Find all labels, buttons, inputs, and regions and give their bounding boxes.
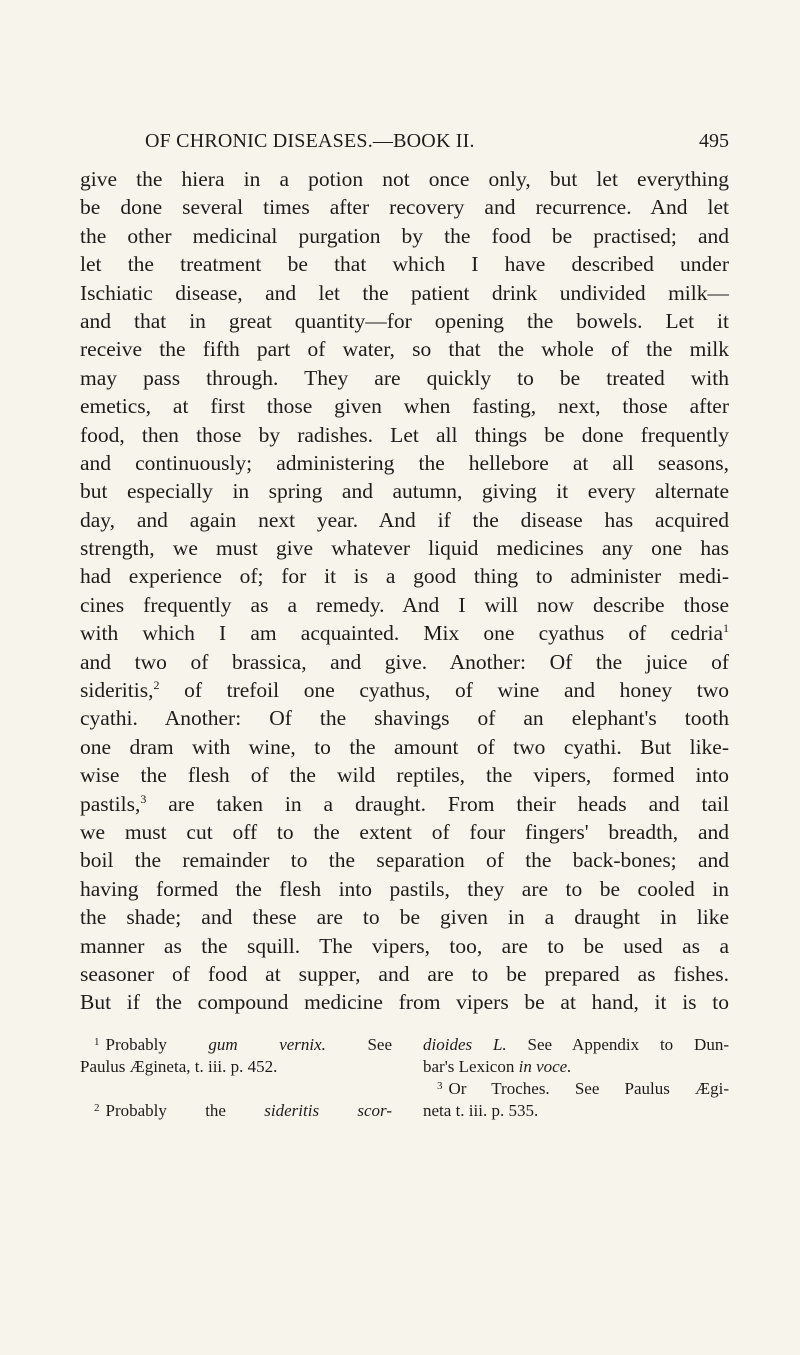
text-line: and two of brassica, and give. Another: Of the juice of [80, 649, 729, 674]
text-line: cyathi. Another: Of the shavings of an elephant's tooth [80, 706, 729, 731]
footnote-ref-1: 1 [723, 621, 729, 636]
footnote-1 [80, 1034, 392, 1056]
text-line: had experience of; for it is a good thing to administer medi- [80, 564, 729, 589]
footnote-text: Probably the [105, 1101, 265, 1120]
text-line: the other medicinal purgation by the food be practised; and [80, 223, 729, 248]
footnote-3 [423, 1078, 729, 1100]
footnote-marker: 2 [94, 1102, 100, 1114]
text-line [80, 619, 729, 647]
footnote-column-left [80, 1034, 392, 1122]
footnote-text: Probably [105, 1035, 209, 1054]
text-line: may pass through. They are quickly to be treated with [80, 365, 729, 390]
text-line: and continuously; administering the hellebore at all seasons, [80, 450, 729, 475]
footnote-column-right [423, 1034, 729, 1122]
footnote-marker: 1 [94, 1036, 100, 1048]
footnote-2-cont [423, 1034, 729, 1056]
text-line: strength, we must give whatever liquid medicines any one has [80, 536, 729, 561]
text-line: having formed the flesh into pastils, they are to be cooled in [80, 876, 729, 901]
running-head: OF CHRONIC DISEASES.—BOOK II. [145, 130, 475, 152]
text-line: and that in great quantity—for opening the bowels. Let it [80, 308, 729, 333]
footnote-italic: gum vernix. [208, 1035, 326, 1054]
text-line: food, then those by radishes. Let all things be done frequently [80, 422, 729, 447]
footnote-ref-3: 3 [140, 791, 147, 806]
line-text: pastils, [80, 791, 141, 816]
footnote-text: See [325, 1035, 392, 1054]
line-text: of trefoil one cyathus, of wine and honey two [159, 678, 729, 703]
footnote-1-cont: Paulus Ægineta, t. iii. p. 452. [80, 1057, 278, 1076]
text-line: receive the fifth part of water, so that the whole of the milk [80, 337, 729, 362]
text-line [80, 676, 729, 704]
footnote-ref-2: 2 [153, 678, 160, 693]
page-header [145, 130, 729, 156]
line-text: are taken in a draught. From their heads and tail [146, 791, 729, 816]
text-line [80, 790, 729, 818]
footnote-italic: in voce. [518, 1057, 572, 1076]
text-line: But if the compound medicine from vipers be at hand, it is to [80, 990, 729, 1015]
footnote-italic: dioides L. [423, 1035, 507, 1054]
text-line: wise the flesh of the wild reptiles, the vipers, formed into [80, 763, 729, 788]
footnote-3-cont: neta t. iii. p. 535. [423, 1101, 539, 1120]
footnote-text: bar's Lexicon [423, 1057, 519, 1076]
body-text [80, 165, 729, 1017]
footnote-italic: sideritis scor- [264, 1101, 392, 1120]
text-line: let the treatment be that which I have described under [80, 252, 729, 277]
text-line: emetics, at first those given when fasting, next, those after [80, 394, 729, 419]
text-line: boil the remainder to the separation of the back-bones; and [80, 848, 729, 873]
text-line: manner as the squill. The vipers, too, are to be used as a [80, 933, 729, 958]
text-line: seasoner of food at supper, and are to be prepared as fishes. [80, 961, 729, 986]
text-line: cines frequently as a remedy. And I will now describe those [80, 592, 729, 617]
text-line: be done several times after recovery and recurrence. And let [80, 195, 729, 220]
text-line: but especially in spring and autumn, giving it every alternate [80, 479, 729, 504]
text-line: the shade; and these are to be given in a draught in like [80, 905, 729, 930]
footnote-2 [80, 1100, 392, 1122]
text-line: day, and again next year. And if the disease has acquired [80, 507, 729, 532]
footnote-text: Or Troches. See Paulus Ægi- [448, 1079, 729, 1098]
text-line: one dram with wine, to the amount of two cyathi. But like- [80, 734, 729, 759]
text-line: give the hiera in a potion not once only, but let everything [80, 167, 729, 191]
line-text: with which I am acquainted. Mix one cyathus of cedria [80, 621, 723, 646]
footnote-marker: 3 [437, 1080, 443, 1092]
footnote-gap [80, 1078, 392, 1100]
footnote-2-cont [423, 1056, 729, 1078]
footnote-text: See Appendix to Dun- [506, 1035, 729, 1054]
text-line: we must cut off to the extent of four fingers' breadth, and [80, 819, 729, 844]
page-number: 495 [699, 130, 729, 152]
text-line: Ischiatic disease, and let the patient drink undivided milk— [80, 280, 729, 305]
line-text: sideritis, [80, 678, 154, 703]
